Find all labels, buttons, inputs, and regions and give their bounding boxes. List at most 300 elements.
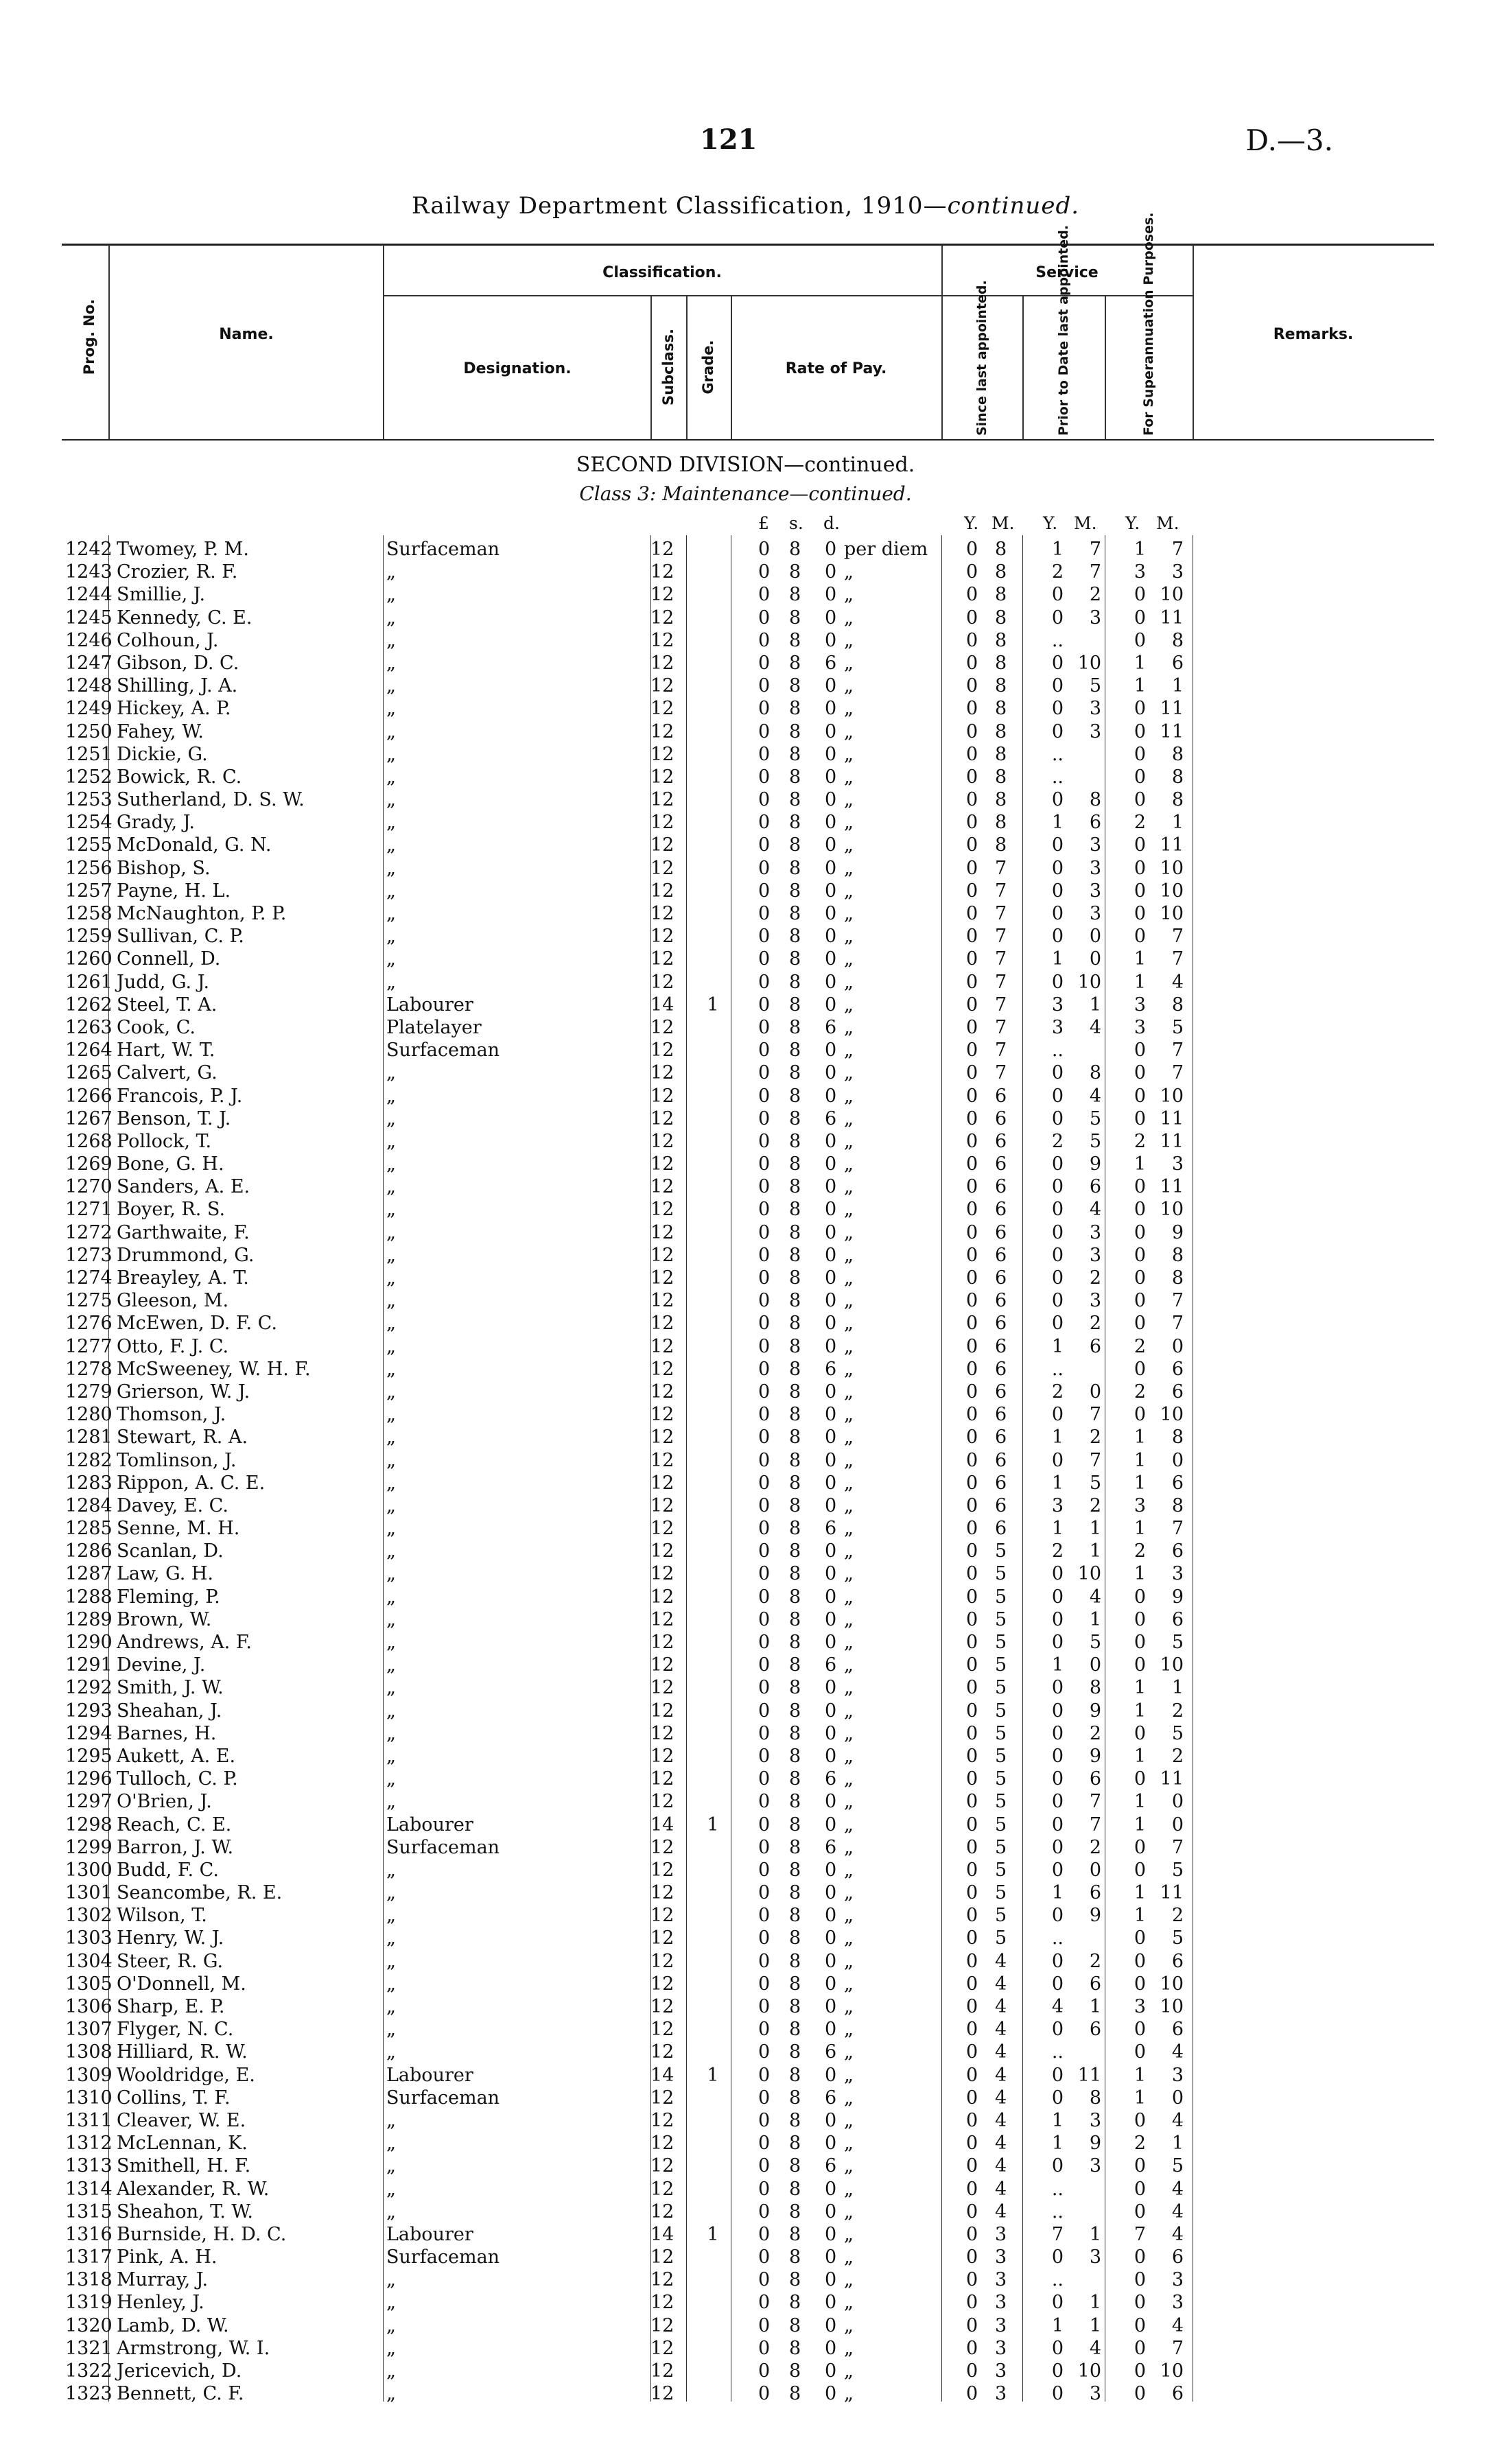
name-cell: Law, G. H. (117, 1563, 213, 1585)
subclass-cell: 12 (650, 834, 674, 856)
prior-years-cell: 1 (1051, 1335, 1064, 1357)
super-months-cell: 1 (1171, 675, 1184, 697)
prior-years-cell: .. (1051, 2041, 1064, 2063)
pounds-cell: 0 (758, 2109, 771, 2131)
name-cell: Smillie, J. (117, 584, 206, 606)
super-months-cell: 6 (1171, 1358, 1184, 1380)
rate-unit-cell: „ (844, 720, 854, 742)
designation-cell: Surfaceman (386, 539, 500, 560)
prog-no-cell: 1274 (65, 1267, 113, 1289)
subclass-cell: 12 (650, 561, 674, 583)
subclass-cell: 12 (650, 2087, 674, 2109)
pence-cell: 0 (825, 2314, 837, 2336)
pounds-cell: 0 (758, 2201, 771, 2222)
super-years-cell: 0 (1134, 2201, 1146, 2222)
pounds-cell: 0 (758, 1905, 771, 1927)
prior-years-cell: 0 (1051, 2087, 1064, 2109)
rate-unit-cell: „ (844, 2133, 854, 2155)
prior-months-cell: 3 (1089, 857, 1101, 879)
pence-cell: 0 (825, 857, 837, 879)
name-cell: Connell, D. (117, 948, 221, 970)
since-months-cell: 7 (995, 926, 1007, 948)
prog-no-cell: 1307 (65, 2019, 113, 2041)
super-years-cell: 0 (1134, 2360, 1146, 2382)
pence-cell: 0 (825, 1494, 837, 1516)
pence-cell: 6 (825, 2041, 837, 2063)
pence-cell: 0 (825, 1153, 837, 1175)
prior-years-cell: 2 (1051, 1381, 1064, 1403)
name-cell: Drummond, G. (117, 1244, 255, 1266)
subclass-cell: 12 (650, 1472, 674, 1494)
super-months-cell: 8 (1171, 743, 1184, 765)
pence-cell: 0 (825, 903, 837, 924)
since-years-cell: 0 (966, 1107, 978, 1129)
subclass-cell: 12 (650, 1586, 674, 1608)
name-cell: Steer, R. G. (117, 1950, 224, 1972)
designation-cell: „ (386, 743, 396, 765)
pence-cell: 6 (825, 1107, 837, 1129)
subclass-cell: 12 (650, 1882, 674, 1904)
super-years-cell: 0 (1134, 2178, 1146, 2200)
super-months-cell: 7 (1171, 1518, 1184, 1540)
since-months-cell: 6 (995, 1244, 1007, 1266)
super-years-cell: 0 (1134, 1085, 1146, 1107)
subclass-cell: 12 (650, 1973, 674, 1995)
shillings-cell: 8 (789, 1040, 801, 1061)
pence-cell: 0 (825, 561, 837, 583)
rate-unit-cell: „ (844, 561, 854, 583)
designation-cell: „ (386, 675, 396, 697)
prog-no-cell: 1305 (65, 1973, 113, 1995)
super-years-cell: 0 (1134, 1199, 1146, 1221)
prog-no-cell: 1279 (65, 1381, 113, 1403)
shillings-cell: 8 (789, 1381, 801, 1403)
section-code: D.—3. (1245, 124, 1333, 157)
name-cell: Thomson, J. (117, 1404, 226, 1426)
super-years-cell: 0 (1134, 2314, 1146, 2336)
designation-cell: „ (386, 652, 396, 674)
super-years-cell: 0 (1134, 1221, 1146, 1243)
super-years-cell: 2 (1134, 2133, 1146, 2155)
pence-cell: 0 (825, 1791, 837, 1813)
designation-cell: „ (386, 1244, 396, 1266)
since-years-cell: 0 (966, 2155, 978, 2177)
prior-months-cell: 3 (1089, 607, 1101, 629)
pence-cell: 0 (825, 1700, 837, 1722)
name-cell: Francois, P. J. (117, 1085, 243, 1107)
rate-unit-cell: „ (844, 1996, 854, 2017)
prior-months-cell: 0 (1089, 948, 1101, 970)
super-months-cell: 11 (1160, 607, 1184, 629)
rate-unit-cell: „ (844, 2337, 854, 2359)
name-cell: Sharp, E. P. (117, 1996, 225, 2017)
rate-unit-cell: „ (844, 1107, 854, 1129)
shillings-cell: 8 (789, 1358, 801, 1380)
prior-months-cell: 7 (1089, 1791, 1101, 1813)
page-number: 121 (700, 124, 758, 156)
name-cell: O'Donnell, M. (117, 1973, 246, 1995)
name-cell: Armstrong, W. I. (117, 2337, 270, 2359)
subclass-cell: 12 (650, 1722, 674, 1744)
subclass-cell: 12 (650, 1290, 674, 1312)
super-years-cell: 0 (1134, 1107, 1146, 1129)
name-cell: Sutherland, D. S. W. (117, 789, 305, 811)
pounds-cell: 0 (758, 652, 771, 674)
name-cell: Kennedy, C. E. (117, 607, 253, 629)
shillings-cell: 8 (789, 607, 801, 629)
prior-years-cell: 1 (1051, 2133, 1064, 2155)
since-months-cell: 8 (995, 652, 1007, 674)
prior-years-cell: .. (1051, 1358, 1064, 1380)
since-years-cell: 0 (966, 1586, 978, 1608)
prog-no-cell: 1251 (65, 743, 113, 765)
pence-cell: 0 (825, 1905, 837, 1927)
pence-cell: 0 (825, 1290, 837, 1312)
subclass-cell: 12 (650, 698, 674, 720)
prior-years-cell: 0 (1051, 1950, 1064, 1972)
since-years-cell: 0 (966, 1085, 978, 1107)
rate-unit-cell: „ (844, 629, 854, 651)
super-years-cell: 0 (1134, 629, 1146, 651)
since-months-cell: 5 (995, 1540, 1007, 1562)
prog-no-cell: 1254 (65, 812, 113, 834)
prior-years-cell: 0 (1051, 1905, 1064, 1927)
prior-years-cell: 0 (1051, 1973, 1064, 1995)
prior-years-cell: 0 (1051, 1814, 1064, 1835)
rate-unit-cell: „ (844, 1608, 854, 1630)
since-months-cell: 6 (995, 1176, 1007, 1198)
since-years-cell: 0 (966, 2314, 978, 2336)
table-header-rule (62, 439, 1434, 441)
designation-cell: „ (386, 1563, 396, 1585)
since-months-cell: 7 (995, 880, 1007, 902)
shillings-cell: 8 (789, 2041, 801, 2063)
shillings-cell: 8 (789, 1494, 801, 1516)
rate-unit-cell: „ (844, 1950, 854, 1972)
since-months-cell: 6 (995, 1153, 1007, 1175)
super-years-cell: 1 (1134, 948, 1146, 970)
prior-months-cell: 11 (1077, 2064, 1101, 2086)
rate-unit-cell: „ (844, 1016, 854, 1038)
subclass-cell: 12 (650, 1494, 674, 1516)
subclass-cell: 12 (650, 2201, 674, 2222)
prior-years-cell: 0 (1051, 1745, 1064, 1767)
prior-months-cell: 6 (1089, 1882, 1101, 1904)
shillings-cell: 8 (789, 2292, 801, 2314)
pence-cell: 0 (825, 789, 837, 811)
super-months-cell: 0 (1171, 1814, 1184, 1835)
shillings-cell: 8 (789, 2133, 801, 2155)
pence-cell: 0 (825, 971, 837, 993)
subclass-cell: 12 (650, 812, 674, 834)
subclass-cell: 12 (650, 1335, 674, 1357)
pence-cell: 0 (825, 2064, 837, 2086)
since-months-cell: 5 (995, 1632, 1007, 1653)
rate-unit-cell: „ (844, 1814, 854, 1835)
since-years-cell: 0 (966, 971, 978, 993)
super-years-cell: 7 (1134, 2223, 1146, 2245)
since-months-cell: 4 (995, 2133, 1007, 2155)
shillings-cell: 8 (789, 1859, 801, 1881)
prog-no-cell: 1285 (65, 1518, 113, 1540)
shillings-cell: 8 (789, 1313, 801, 1335)
pounds-cell: 0 (758, 1427, 771, 1448)
designation-cell: „ (386, 1313, 396, 1335)
pence-cell: 6 (825, 2155, 837, 2177)
pounds-cell: 0 (758, 1632, 771, 1653)
since-years-cell: 0 (966, 1062, 978, 1084)
subclass-cell: 12 (650, 1381, 674, 1403)
name-cell: Barnes, H. (117, 1722, 217, 1744)
since-months-cell: 8 (995, 789, 1007, 811)
since-years-cell: 0 (966, 1313, 978, 1335)
since-years-cell: 0 (966, 1449, 978, 1471)
name-cell: Reach, C. E. (117, 1814, 232, 1835)
subclass-cell: 12 (650, 1632, 674, 1653)
pounds-cell: 0 (758, 539, 771, 560)
prog-no-cell: 1275 (65, 1290, 113, 1312)
super-months-cell: 10 (1160, 1654, 1184, 1676)
super-years-cell: 0 (1134, 2292, 1146, 2314)
since-years-cell: 0 (966, 539, 978, 560)
designation-cell: „ (386, 1859, 396, 1881)
subclass-cell: 12 (650, 1745, 674, 1767)
shillings-cell: 8 (789, 2383, 801, 2405)
pence-cell: 0 (825, 2246, 837, 2268)
super-months-cell: 6 (1171, 1381, 1184, 1403)
pence-cell: 0 (825, 743, 837, 765)
classification-rule (383, 295, 941, 296)
pence-cell: 0 (825, 1313, 837, 1335)
super-years-cell: 0 (1134, 2019, 1146, 2041)
pence-cell: 0 (825, 1221, 837, 1243)
prior-months-cell: 5 (1089, 1632, 1101, 1653)
pence-cell: 0 (825, 584, 837, 606)
super-months-cell: 0 (1171, 1335, 1184, 1357)
pence-cell: 0 (825, 766, 837, 788)
superannuation-header: For Superannuation Purposes. (1141, 212, 1156, 436)
super-years-cell: 0 (1134, 743, 1146, 765)
since-years-cell: 0 (966, 994, 978, 1016)
rate-unit-cell: „ (844, 2269, 854, 2291)
body-divider (1022, 535, 1023, 2402)
designation-cell: „ (386, 561, 396, 583)
super-months-cell: 8 (1171, 1244, 1184, 1266)
designation-cell: „ (386, 1494, 396, 1516)
prior-months-cell: 2 (1089, 1427, 1101, 1448)
shillings-cell: 8 (789, 926, 801, 948)
subclass-cell: 12 (650, 1130, 674, 1152)
designation-cell: „ (386, 1882, 396, 1904)
prior-months-cell: 1 (1089, 2314, 1101, 2336)
rate-unit-cell: „ (844, 2019, 854, 2041)
since-months-cell: 5 (995, 1586, 1007, 1608)
prior-years-cell: 0 (1051, 2019, 1064, 2041)
rate-unit-cell: „ (844, 1768, 854, 1790)
pounds-cell: 0 (758, 766, 771, 788)
rate-unit-cell: „ (844, 2178, 854, 2200)
prog-no-cell: 1286 (65, 1540, 113, 1562)
super-months-cell: 0 (1171, 1449, 1184, 1471)
prog-no-cell: 1306 (65, 1996, 113, 2017)
shillings-cell: 8 (789, 2064, 801, 2086)
prior-months-cell: 3 (1089, 2155, 1101, 2177)
pounds-cell: 0 (758, 2269, 771, 2291)
subclass-cell: 12 (650, 1085, 674, 1107)
prior-months-cell: 10 (1077, 1563, 1101, 1585)
super-months-cell: 7 (1171, 926, 1184, 948)
since-years-cell: 0 (966, 1540, 978, 1562)
prog-no-cell: 1295 (65, 1745, 113, 1767)
name-cell: McEwen, D. F. C. (117, 1313, 277, 1335)
prior-years-cell: 0 (1051, 834, 1064, 856)
super-months-cell: 3 (1171, 2064, 1184, 2086)
pounds-cell: 0 (758, 1062, 771, 1084)
name-cell: Shilling, J. A. (117, 675, 238, 697)
designation-cell: Labourer (386, 994, 473, 1016)
designation-cell: „ (386, 812, 396, 834)
since-years-cell: 0 (966, 1267, 978, 1289)
prior-months-cell: 9 (1089, 1745, 1101, 1767)
shillings-cell: 8 (789, 1427, 801, 1448)
designation-cell: „ (386, 1130, 396, 1152)
pounds-cell: 0 (758, 1153, 771, 1175)
prior-months-cell: 6 (1089, 1973, 1101, 1995)
unit-months-since: M. (991, 513, 1015, 533)
prior-months-cell: 4 (1089, 2337, 1101, 2359)
shillings-cell: 8 (789, 584, 801, 606)
since-years-cell: 0 (966, 1677, 978, 1699)
pence-cell: 0 (825, 1130, 837, 1152)
since-years-cell: 0 (966, 2133, 978, 2155)
since-months-cell: 5 (995, 1927, 1007, 1949)
super-years-cell: 2 (1134, 1335, 1146, 1357)
designation-cell: „ (386, 1768, 396, 1790)
shillings-cell: 8 (789, 2314, 801, 2336)
super-months-cell: 10 (1160, 1996, 1184, 2017)
subclass-cell: 12 (650, 948, 674, 970)
prior-months-cell: 5 (1089, 675, 1101, 697)
super-years-cell: 1 (1134, 1153, 1146, 1175)
shillings-cell: 8 (789, 1335, 801, 1357)
shillings-cell: 8 (789, 1814, 801, 1835)
since-years-cell: 0 (966, 2087, 978, 2109)
super-months-cell: 7 (1171, 2337, 1184, 2359)
super-years-cell: 1 (1134, 652, 1146, 674)
since-months-cell: 3 (995, 2314, 1007, 2336)
pounds-cell: 0 (758, 1540, 771, 1562)
rate-unit-cell: „ (844, 1518, 854, 1540)
prior-months-cell: 1 (1089, 1540, 1101, 1562)
since-months-cell: 4 (995, 2178, 1007, 2200)
prog-no-cell: 1320 (65, 2314, 113, 2336)
designation-cell: „ (386, 1472, 396, 1494)
designation-header: Designation. (463, 360, 572, 377)
since-months-cell: 5 (995, 1768, 1007, 1790)
since-years-cell: 0 (966, 1335, 978, 1357)
designation-cell: „ (386, 2314, 396, 2336)
pounds-cell: 0 (758, 1404, 771, 1426)
prog-no-cell: 1258 (65, 903, 113, 924)
since-years-cell: 0 (966, 1768, 978, 1790)
rate-unit-cell: „ (844, 2383, 854, 2405)
pence-cell: 0 (825, 1176, 837, 1198)
super-months-cell: 4 (1171, 2223, 1184, 2245)
super-months-cell: 10 (1160, 2360, 1184, 2382)
pounds-cell: 0 (758, 2223, 771, 2245)
title-main: Railway Department Classification, 1910— (411, 192, 948, 220)
rate-unit-cell: „ (844, 743, 854, 765)
since-years-cell: 0 (966, 1472, 978, 1494)
super-months-cell: 10 (1160, 1085, 1184, 1107)
subclass-cell: 12 (650, 2383, 674, 2405)
prog-no-cell: 1249 (65, 698, 113, 720)
prog-no-cell: 1287 (65, 1563, 113, 1585)
shillings-cell: 8 (789, 1905, 801, 1927)
pence-cell: 0 (825, 698, 837, 720)
subclass-cell: 12 (650, 539, 674, 560)
prog-no-cell: 1282 (65, 1449, 113, 1471)
pence-cell: 0 (825, 1586, 837, 1608)
pounds-cell: 0 (758, 1586, 771, 1608)
super-months-cell: 8 (1171, 1267, 1184, 1289)
pence-cell: 0 (825, 1449, 837, 1471)
prog-no-cell: 1302 (65, 1905, 113, 1927)
prior-years-cell: 0 (1051, 2337, 1064, 2359)
since-months-cell: 5 (995, 1654, 1007, 1676)
designation-cell: „ (386, 2178, 396, 2200)
pence-cell: 0 (825, 1608, 837, 1630)
name-cell: Wooldridge, E. (117, 2064, 255, 2086)
since-years-cell: 0 (966, 1427, 978, 1448)
pence-cell: 6 (825, 2087, 837, 2109)
super-months-cell: 10 (1160, 880, 1184, 902)
designation-cell: Labourer (386, 2223, 473, 2245)
since-years-cell: 0 (966, 720, 978, 742)
pence-cell: 0 (825, 880, 837, 902)
rate-unit-cell: „ (844, 1449, 854, 1471)
name-cell: Bowick, R. C. (117, 766, 242, 788)
super-months-cell: 7 (1171, 1290, 1184, 1312)
rate-unit-cell: „ (844, 2064, 854, 2086)
since-months-cell: 6 (995, 1221, 1007, 1243)
since-months-cell: 6 (995, 1313, 1007, 1335)
name-cell: Sheahan, J. (117, 1700, 222, 1722)
pence-cell: 6 (825, 1518, 837, 1540)
since-years-cell: 0 (966, 1836, 978, 1858)
prog-no-cell: 1273 (65, 1244, 113, 1266)
pounds-cell: 0 (758, 561, 771, 583)
rate-unit-cell: „ (844, 1313, 854, 1335)
since-months-cell: 5 (995, 1700, 1007, 1722)
rate-unit-cell: „ (844, 1062, 854, 1084)
pence-cell: 0 (825, 1267, 837, 1289)
super-years-cell: 0 (1134, 1244, 1146, 1266)
pounds-cell: 0 (758, 812, 771, 834)
subclass-cell: 12 (650, 1358, 674, 1380)
since-years-cell: 0 (966, 2383, 978, 2405)
pounds-cell: 0 (758, 1677, 771, 1699)
prior-years-cell: 0 (1051, 2064, 1064, 2086)
pence-cell: 0 (825, 1381, 837, 1403)
pounds-cell: 0 (758, 1608, 771, 1630)
super-years-cell: 0 (1134, 1608, 1146, 1630)
prior-months-cell: 2 (1089, 1836, 1101, 1858)
prior-years-cell: 0 (1051, 1107, 1064, 1129)
designation-cell: „ (386, 1404, 396, 1426)
pounds-cell: 0 (758, 1313, 771, 1335)
shillings-cell: 8 (789, 1404, 801, 1426)
